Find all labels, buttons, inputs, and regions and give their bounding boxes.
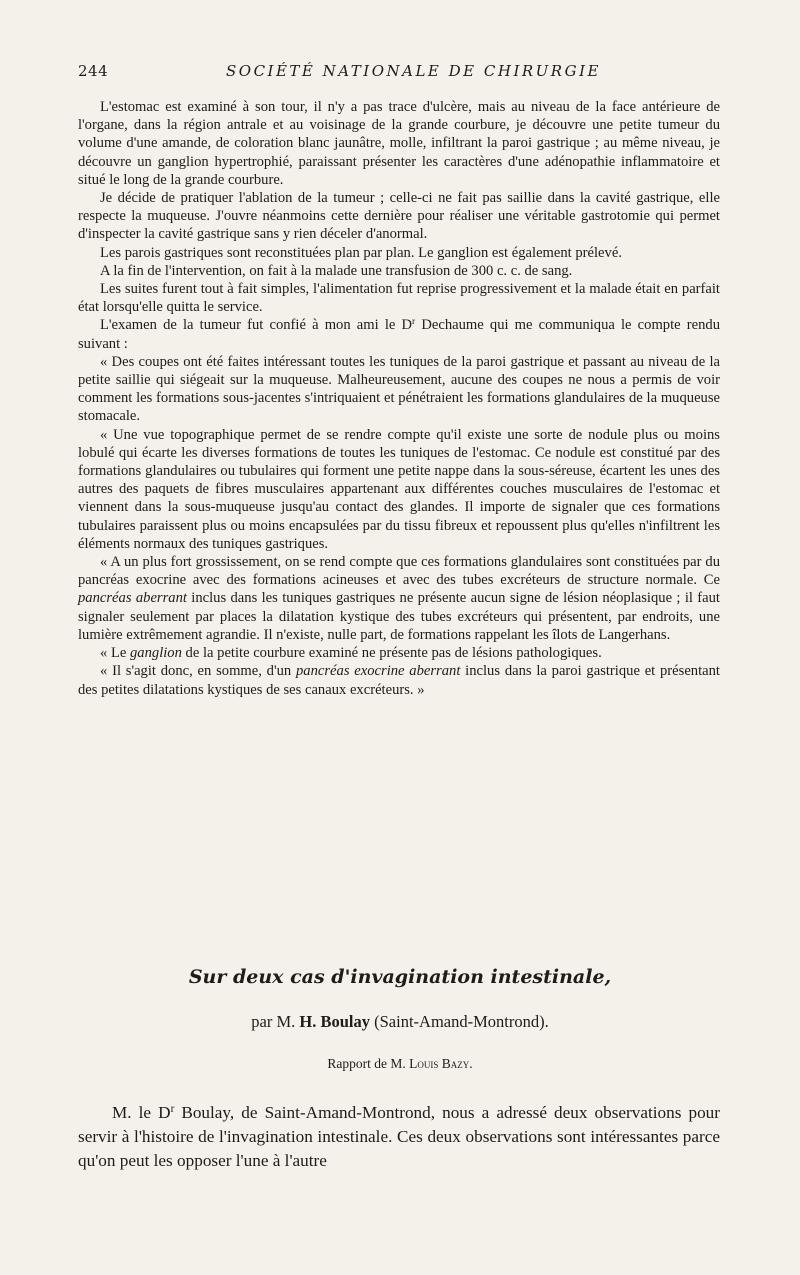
article-author: par M. H. Boulay (Saint-Amand-Montrond). bbox=[251, 1012, 549, 1031]
paragraph: Je décide de pratiquer l'ablation de la tumeur ; celle-ci ne fait pas saillie dans la cavité gastrique, elle respecte la muqueuse. J'ouvre néanmoins cette dernière pour réaliser une véritable gastrotomie qui permet d'inspecter la cavité gastrique sans y rien déceler d'anormal. bbox=[78, 190, 720, 243]
running-title: SOCIÉTÉ NATIONALE DE CHIRURGIE bbox=[226, 62, 601, 80]
paragraph: « A un plus fort grossissement, on se rend compte que ces formations glandulaires sont constituées par du pancréas exocrine avec des formations acineuses et avec des tubes excréteurs de structure normale. Ce pancréas aberrant inclus dans les tuniques gastriques ne présente aucun signe de lésion néoplasique ; il faut signaler seulement par places la dilatation kystique des tubes excréteurs qui présentent, par endroits, une lumière extrêmement agrandie. Il n'existe, nulle part, de formations rappelant les îlots de Langerhans. bbox=[78, 554, 720, 643]
paragraph: Les suites furent tout à fait simples, l'alimentation fut reprise progressivement et la malade était en parfait état lorsqu'elle quitta le service. bbox=[78, 281, 720, 316]
paragraph: « Le ganglion de la petite courbure examiné ne présente pas de lésions pathologiques. bbox=[100, 645, 602, 662]
paragraph: Les parois gastriques sont reconstituées plan par plan. Le ganglion est également prélevé. bbox=[100, 244, 622, 261]
article-rapport: Rapport de M. Louis Bazy. bbox=[327, 1056, 473, 1071]
paragraph: « Des coupes ont été faites intéressant toutes les tuniques de la paroi gastrique et passant au niveau de la petite saillie qui siégeait sur la muqueuse. Malheureusement, aucune des coupes ne nous a permis de voir comment les formations sous-jacentes s'intriquaient et pénétraient les formations glandulaires de la muqueuse stomacale. bbox=[78, 353, 720, 425]
paragraph: « Une vue topographique permet de se rendre compte qu'il existe une sorte de nodule plus ou moins lobulé qui écarte les diverses formations de toutes les tuniques de l'estomac. Ce nodule est constitué par des formations glandulaires ou tubulaires qui forment une petite nappe dans la sous-séreuse, écartent les unes des autres des paquets de fibres musculaires appartenant aux différentes couches musculaires de l'estomac et viennent dans la sous-muqueuse jusqu'au contact des glandes. Il importe de signaler que ces formations tubulaires paraissent plus ou moins encapsulées par du tissu fibreux et repoussent plus qu'elles n'infiltrent les éléments normaux des tuniques gastriques. bbox=[78, 426, 720, 552]
paragraph: L'estomac est examiné à son tour, il n'y a pas trace d'ulcère, mais au niveau de la face antérieure de l'organe, dans la région antrale et au voisinage de la grande courbure, je découvre une petite tumeur du volume d'une amande, de coloration blanc jaunâtre, molle, infiltrant la paroi gastrique ; au même niveau, je découvre un ganglion hypertrophié, paraissant présenter les caractères d'une adénopathie inflammatoire et situé le long de la grande courbure. bbox=[78, 99, 720, 188]
article-body bbox=[78, 1101, 720, 1174]
paragraph: M. le $D^r$ Boulay, de Saint-Amand-Montrond, nous a adressé deux observations pour servir à l'histoire de l'invagination intestinale. Ces deux observations sont intéressantes parce qu'on peut les opposer l'une à l'autre bbox=[78, 1102, 720, 1171]
paragraph: L'examen de la tumeur fut confié à mon ami le $D^r$ Dechaume qui me communiqua le compte rendu suivant : bbox=[78, 317, 720, 352]
paragraph: A la fin de l'intervention, on fait à la malade une transfusion de 300 c. c. de sang. bbox=[100, 262, 573, 279]
page-number: 244 bbox=[78, 62, 109, 80]
body-text bbox=[78, 98, 720, 699]
paragraph: « Il s'agit donc, en somme, d'un pancréas exocrine aberrant inclus dans la paroi gastrique et présentant des petites dilatations kystiques de ses canaux excréteurs. » bbox=[78, 663, 720, 698]
article-title: Sur deux cas d'invagination intestinale, bbox=[188, 966, 612, 988]
